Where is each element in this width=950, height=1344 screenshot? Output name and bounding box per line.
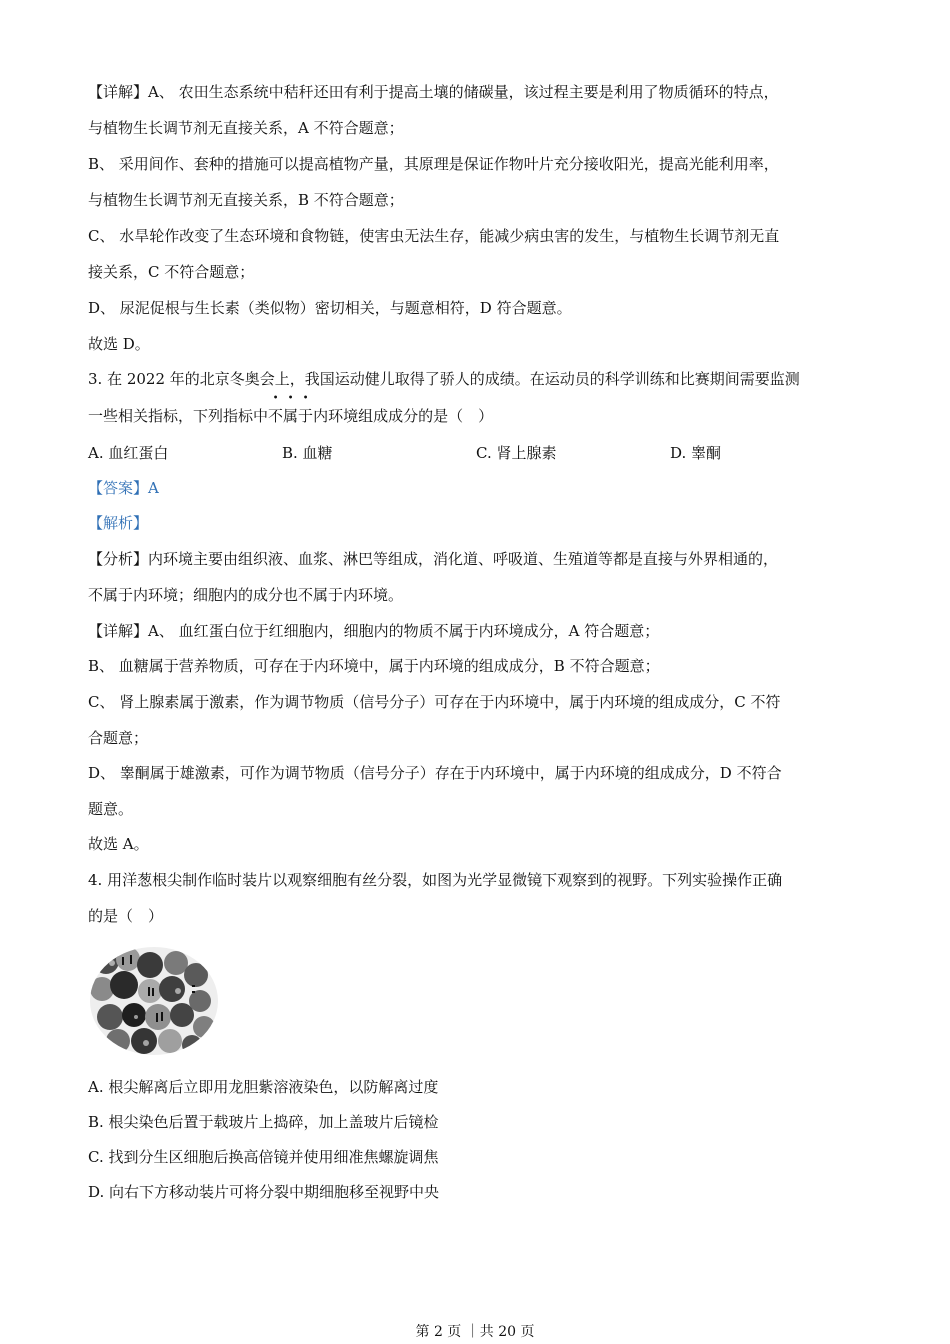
q3-option-a: A. 血红蛋白 <box>88 444 169 462</box>
q3-conclusion: 故选 A。 <box>88 835 149 853</box>
q3-analysis-line-2: 不属于内环境；细胞内的成分也不属于内环境。 <box>88 586 404 604</box>
q3-options <box>88 442 868 464</box>
q3-detail-line-1: 【详解】A、 血红蛋白位于红细胞内，细胞内的物质不属于内环境成分，A 符合题意； <box>88 622 660 640</box>
emphasis-char: 于 <box>298 407 314 425</box>
q3-detail-line-5: D、 睾酮属于雄激素，可作为调节物质（信号分子）存在于内环境中，属于内环境的组成成分，D 不符合 <box>88 764 782 782</box>
q2-detail-line-6: 接关系，C 不符合题意； <box>88 263 255 281</box>
q2-detail-line-1: 【详解】A、 农田生态系统中秸秆还田有利于提高土壤的储碳量，该过程主要是利用了物质循环的特点， <box>88 83 779 101</box>
q4-stem-line-2: 的是（ ） <box>88 907 164 925</box>
microscope-field-image <box>88 945 222 1057</box>
q3-stem-line-1: 3. 在 2022 年的北京冬奥会上，我国运动健儿取得了骄人的成绩。在运动员的科学训练和比赛期间需要监测 <box>88 370 800 388</box>
q2-detail-line-5: C、 水旱轮作改变了生态环境和食物链，使害虫无法生存，能减少病虫害的发生，与植物生长调节剂无直 <box>88 227 780 245</box>
q4-stem-line-1: 4. 用洋葱根尖制作临时装片以观察细胞有丝分裂，如图为光学显微镜下观察到的视野。下列实验操作正确 <box>88 871 783 889</box>
q3-stem-post: 内环境组成成分的是（ ） <box>313 407 494 425</box>
emphasis-char: 不 <box>268 407 284 425</box>
q3-analysis-line-1: 【分析】内环境主要由组织液、血浆、淋巴等组成，消化道、呼吸道、生殖道等都是直接与外界相通的， <box>88 550 779 568</box>
q4-option-d: D. 向右下方移动装片可将分裂中期细胞移至视野中央 <box>88 1183 440 1201</box>
q2-detail-line-3: B、 采用间作、套种的措施可以提高植物产量，其原理是保证作物叶片充分接收阳光，提高光能利用率， <box>88 155 779 173</box>
q2-detail-line-7: D、 尿泥促根与生长素（类似物）密切相关，与题意相符，D 符合题意。 <box>88 299 572 317</box>
q2-detail-line-4: 与植物生长调节剂无直接关系，B 不符合题意； <box>88 191 404 209</box>
page-footer: 第 2 页 ｜共 20 页 <box>415 1324 535 1340</box>
q3-option-d: D. 睾酮 <box>670 444 722 462</box>
q3-option-b: B. 血糖 <box>282 444 333 462</box>
q3-detail-line-3: C、 肾上腺素属于激素，作为调节物质（信号分子）可存在于内环境中，属于内环境的组成成分，C 不符 <box>88 693 781 711</box>
q2-conclusion: 故选 D。 <box>88 335 150 353</box>
q3-stem-line-2 <box>88 405 868 427</box>
q3-detail-line-2: B、 血糖属于营养物质，可存在于内环境中，属于内环境的组成成分，B 不符合题意； <box>88 657 660 675</box>
q3-analysis-tag: 【解析】 <box>88 514 149 532</box>
q3-option-c: C. 肾上腺素 <box>476 444 557 462</box>
emphasis-char: 属 <box>283 407 299 425</box>
q3-detail-line-4: 合题意； <box>88 729 149 747</box>
q2-detail-line-2: 与植物生长调节剂无直接关系，A 不符合题意； <box>88 119 404 137</box>
q4-option-a: A. 根尖解离后立即用龙胆紫溶液染色，以防解离过度 <box>88 1078 439 1096</box>
q3-detail-line-6: 题意。 <box>88 800 134 818</box>
q4-option-b: B. 根尖染色后置于载玻片上捣碎，加上盖玻片后镜检 <box>88 1113 439 1131</box>
q3-stem-pre: 一些相关指标，下列指标中 <box>88 407 269 425</box>
q4-option-c: C. 找到分生区细胞后换高倍镜并使用细准焦螺旋调焦 <box>88 1148 439 1166</box>
q3-answer: 【答案】A <box>88 479 159 497</box>
